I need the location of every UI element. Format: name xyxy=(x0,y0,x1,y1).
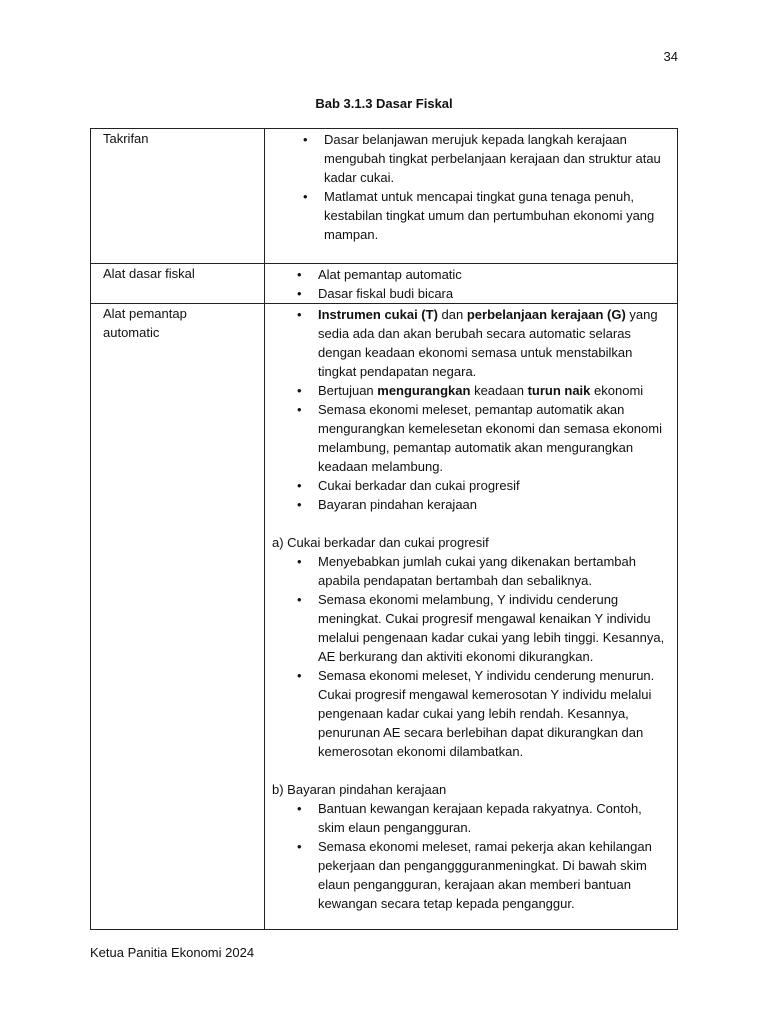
bullet-icon: • xyxy=(297,286,302,301)
list-item: • Dasar fiskal budi bicara xyxy=(297,286,454,301)
footer: Ketua Panitia Ekonomi 2024 xyxy=(90,945,255,960)
list-item: • Cukai berkadar dan cukai progresif xyxy=(297,478,520,493)
page-title: Bab 3.1.3 Dasar Fiskal xyxy=(315,96,453,111)
section-heading-a: a) Cukai berkadar dan cukai progresif xyxy=(272,535,489,550)
term-label: Alat dasar fiskal xyxy=(103,266,195,281)
term-cell xyxy=(91,264,265,304)
fiscal-policy-table xyxy=(90,128,678,930)
description-cell xyxy=(265,304,678,930)
bullet-icon: • xyxy=(297,478,302,493)
list-item: • Dasar belanjawan merujuk kepada langkah kerajaan mengubah tingkat perbelanjaan kerajaan dan struktur atau kadar cukai. xyxy=(303,132,661,185)
bullet-list xyxy=(272,799,671,913)
bullet-icon: • xyxy=(297,402,302,417)
bullet-list xyxy=(272,129,671,244)
list-item: • Semasa ekonomi meleset, pemantap automatik akan mengurangkan kemelesetan ekonomi dan semasa ekonomi melambung, pemantap automatik akan mengurangkan keadaan melambung. xyxy=(297,402,662,474)
table-row-alat xyxy=(91,264,678,304)
list-item: • Menyebabkan jumlah cukai yang dikenakan bertambah apabila pendapatan bertambah dan sebaliknya. xyxy=(297,554,636,588)
bullet-icon: • xyxy=(297,801,302,816)
list-item: • Alat pemantap automatic xyxy=(297,267,462,282)
bullet-icon: • xyxy=(303,189,308,204)
list-item: • Semasa ekonomi melambung, Y individu cenderung meningkat. Cukai progresif mengawal kenaikan Y individu melalui pengenaan kadar cukai yang lebih tinggi. Kesannya, AE berkurang dan aktiviti ekonomi dikurangkan. xyxy=(297,592,665,664)
term-label: Alat pemantap automatic xyxy=(103,306,187,340)
bullet-list xyxy=(272,552,671,761)
description-cell xyxy=(265,129,678,264)
list-item: • Matlamat untuk mencapai tingkat guna tenaga penuh, kestabilan tingkat umum dan pertumbuhan ekonomi yang mampan. xyxy=(303,189,655,242)
list-item: • Instrumen cukai (T) dan perbelanjaan kerajaan (G) yang sedia ada dan akan berubah secara automatic selaras dengan keadaan ekonomi semasa untuk menstabilkan tingkat pendapatan negara. xyxy=(297,307,658,379)
list-item: • Bayaran pindahan kerajaan xyxy=(297,497,478,512)
term-cell xyxy=(91,129,265,264)
bullet-icon: • xyxy=(297,668,302,683)
list-item: • Semasa ekonomi meleset, Y individu cenderung menurun. Cukai progresif mengawal kemerosotan Y individu melalui pengenaan kadar cukai yang lebih rendah. Kesannya, penurunan AE secara berlebihan dapat dikurangkan dan kemerosotan ekonomi dilambatkan. xyxy=(297,668,655,759)
bullet-icon: • xyxy=(303,132,308,147)
term-cell xyxy=(91,304,265,930)
table-row-takrifan xyxy=(91,129,678,264)
bullet-list xyxy=(272,264,671,303)
list-item: • Bantuan kewangan kerajaan kepada rakyatnya. Contoh, skim elaun pengangguran. xyxy=(297,801,642,835)
list-item: • Semasa ekonomi meleset, ramai pekerja akan kehilangan pekerjaan dan penganggguranmeningkat. Di bawah skim elaun pengangguran, kerajaan akan memberi bantuan kewangan secara tetap kepada penganggur. xyxy=(297,839,652,911)
bullet-icon: • xyxy=(297,307,302,322)
bullet-icon: • xyxy=(297,383,302,398)
bullet-icon: • xyxy=(297,267,302,282)
bullet-icon: • xyxy=(297,554,302,569)
bullet-icon: • xyxy=(297,497,302,512)
bullet-list xyxy=(272,304,671,514)
bullet-icon: • xyxy=(297,839,302,854)
table-row-pemantap xyxy=(91,304,678,930)
description-cell xyxy=(265,264,678,304)
list-item: • Bertujuan mengurangkan keadaan turun naik ekonomi xyxy=(297,383,644,398)
page-number: 34 xyxy=(663,49,678,64)
bullet-icon: • xyxy=(297,592,302,607)
section-heading-b: b) Bayaran pindahan kerajaan xyxy=(272,782,447,797)
term-label: Takrifan xyxy=(103,131,149,146)
